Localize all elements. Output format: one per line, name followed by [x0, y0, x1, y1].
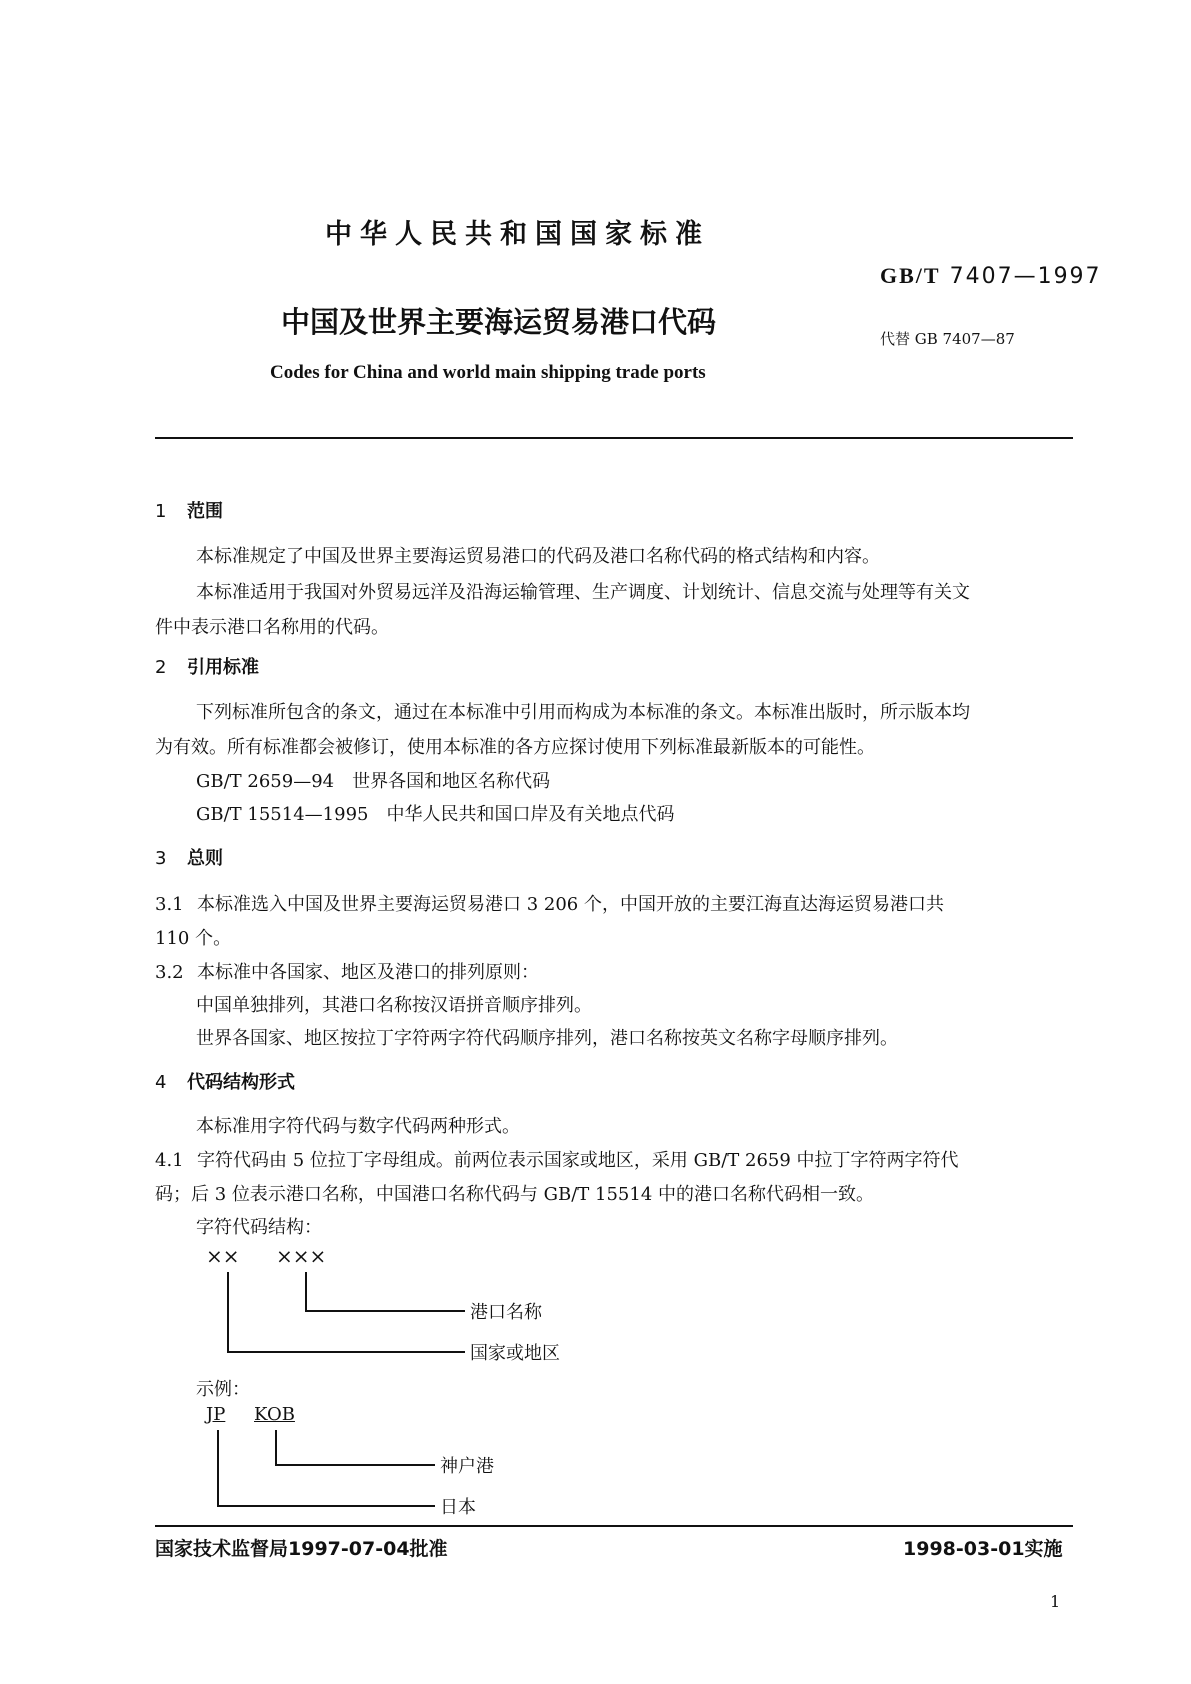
replaces-note: 代替 GB 7407—87 — [880, 330, 1015, 348]
section-1-paragraph-2-line-1: 本标准适用于我国对外贸易远洋及沿海运输管理、生产调度、计划统计、信息交流与处理等有关文 — [196, 582, 970, 603]
section-1-heading — [155, 497, 223, 523]
diagram-2-country-connector-vertical — [217, 1430, 219, 1507]
clause-4-1-line-1 — [155, 1146, 959, 1172]
document-number — [880, 263, 1102, 289]
section-1-paragraph-1: 本标准规定了中国及世界主要海运贸易港口的代码及港口名称代码的格式结构和内容。 — [196, 546, 880, 567]
section-2-heading — [155, 653, 259, 679]
reference-1: GB/T 2659—94 世界各国和地区名称代码 — [196, 771, 551, 792]
diagram-2-port-connector-horizontal — [275, 1464, 435, 1466]
section-4-title: 代码结构形式 — [187, 1072, 295, 1093]
diagram-2-port-code: KOB — [254, 1404, 295, 1425]
diagram-1-country-label: 国家或地区 — [470, 1343, 560, 1364]
diagram-1-port-connector-horizontal — [305, 1310, 465, 1312]
clause-3-2-line-3: 世界各国家、地区按拉丁字符两字符代码顺序排列，港口名称按英文名称字母顺序排列。 — [196, 1028, 898, 1049]
reference-2: GB/T 15514—1995 中华人民共和国口岸及有关地点代码 — [196, 804, 675, 825]
section-4-heading — [155, 1068, 295, 1094]
diagram-2-country-connector-horizontal — [217, 1505, 435, 1507]
clause-3-1-line-2: 110 个。 — [155, 928, 232, 949]
header-divider — [155, 437, 1073, 439]
section-4-number: 4 — [155, 1072, 167, 1093]
diagram-1-port-label: 港口名称 — [470, 1302, 542, 1323]
section-2-paragraph-line-1: 下列标准所包含的条文，通过在本标准中引用而构成为本标准的条文。本标准出版时，所示版本均 — [196, 702, 970, 723]
clause-3-1-number: 3.1 — [155, 894, 184, 915]
clause-4-1-line-2: 码；后 3 位表示港口名称，中国港口名称代码与 GB/T 15514 中的港口名称代码相一致。 — [155, 1184, 874, 1205]
effective-date: 1998-03-01实施 — [903, 1538, 1063, 1560]
document-title-en: Codes for China and world main shipping trade ports — [270, 362, 706, 383]
footer-divider — [155, 1525, 1073, 1527]
standard-category-title: 中华人民共和国国家标准 — [325, 219, 710, 250]
clause-3-2-number: 3.2 — [155, 962, 184, 983]
diagram-2-country-code: JP — [206, 1404, 226, 1425]
clause-3-1-text: 本标准选入中国及世界主要海运贸易港口 3 206 个，中国开放的主要江海直达海运贸易港口共 — [197, 894, 944, 915]
clause-4-1-number: 4.1 — [155, 1150, 184, 1171]
structure-label: 字符代码结构： — [196, 1217, 322, 1238]
diagram-1-port-part: ××× — [276, 1244, 327, 1268]
clause-3-1-line-1 — [155, 890, 944, 916]
section-2-paragraph-line-2: 为有效。所有标准都会被修订，使用本标准的各方应探讨使用下列标准最新版本的可能性。 — [155, 737, 875, 758]
section-1-number: 1 — [155, 501, 167, 522]
document-title-cn: 中国及世界主要海运贸易港口代码 — [281, 305, 717, 339]
section-3-title: 总则 — [187, 848, 223, 869]
diagram-1-port-connector-vertical — [305, 1272, 307, 1312]
clause-4-1-text: 字符代码由 5 位拉丁字母组成。前两位表示国家或地区，采用 GB/T 2659 中拉丁字符两字符代 — [197, 1150, 959, 1171]
section-2-title: 引用标准 — [187, 657, 259, 678]
clause-3-2-line-2: 中国单独排列，其港口名称按汉语拼音顺序排列。 — [196, 995, 592, 1016]
document-number-prefix: GB/T — [880, 263, 941, 288]
approval-date: 国家技术监督局1997-07-04批准 — [155, 1538, 448, 1560]
diagram-2-country-label: 日本 — [440, 1497, 476, 1518]
section-3-number: 3 — [155, 848, 167, 869]
diagram-2-port-label: 神户港 — [440, 1456, 494, 1477]
section-2-number: 2 — [155, 657, 167, 678]
diagram-1-country-connector-vertical — [227, 1272, 229, 1353]
document-number-value: 7407—1997 — [949, 264, 1102, 289]
section-1-paragraph-2-line-2: 件中表示港口名称用的代码。 — [155, 617, 389, 638]
section-4-intro: 本标准用字符代码与数字代码两种形式。 — [196, 1116, 520, 1137]
diagram-1-country-connector-horizontal — [227, 1351, 465, 1353]
section-1-title: 范围 — [187, 501, 223, 522]
clause-3-2-line-1 — [155, 958, 539, 984]
example-label: 示例： — [196, 1379, 250, 1400]
clause-3-2-text: 本标准中各国家、地区及港口的排列原则： — [197, 962, 539, 983]
page-number: 1 — [1050, 1592, 1061, 1611]
diagram-1-country-part: ×× — [206, 1244, 240, 1268]
section-3-heading — [155, 844, 223, 870]
diagram-2-port-connector-vertical — [275, 1430, 277, 1466]
